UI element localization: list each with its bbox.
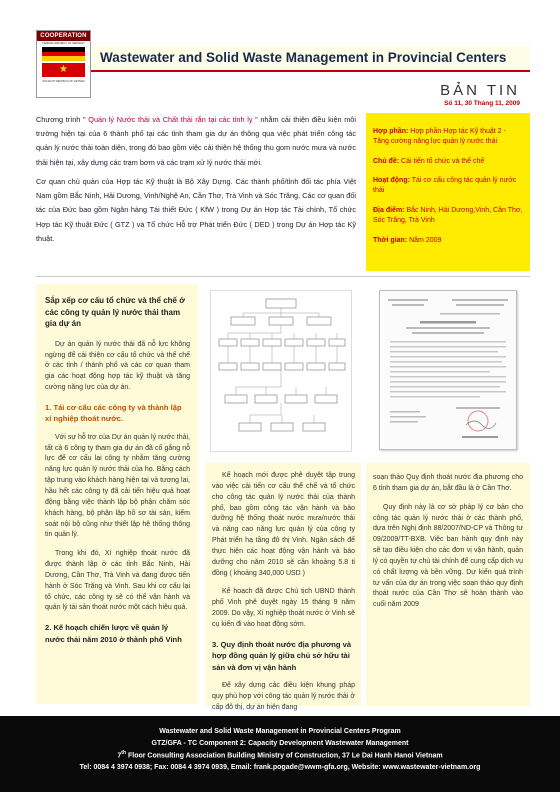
section-heading-1: 1. Tái cơ cấu các công ty và thành lập xí nghiệp thoát nước. (45, 403, 182, 424)
footer-component: GTZ/GFA - TC Component 2: Capacity Development Wastewater Management (151, 739, 409, 747)
footer (0, 716, 560, 792)
section-divider (36, 276, 530, 277)
logo-germany-text: FEDERAL REPUBLIC OF GERMANY (42, 42, 85, 45)
info-component: Hợp phần: Hợp phần Hợp tác Kỹ thuật 2 - Tăng cường năng lực quản lý nước thải (373, 128, 506, 145)
section-heading-2: 2. Kế hoạch chiến lược về quản lý nước thải năm 2010 ở thành phố Vinh (45, 623, 182, 644)
vietnam-flag-icon (42, 63, 85, 77)
article-title: Sắp xếp cơ cấu tổ chức và thể chế ở các công ty quản lý nước thải tham gia dự án (45, 296, 185, 329)
column-3-paragraph-1: soạn thảo Quy định thoát nước địa phương cho 6 tỉnh tham gia dự án, bắt đầu là ở Cần Thơ. (373, 474, 523, 492)
logo-vietnam-text: SOCIALIST REPUBLIC OF VIETNAM (42, 80, 85, 83)
intro-section (36, 113, 356, 251)
article-column-1 (36, 284, 198, 704)
title-underline (91, 70, 530, 72)
footer-program: Wastewater and Solid Waste Management in Provincial Centers Program (159, 728, 401, 735)
regulation-document-image (379, 290, 517, 450)
stamp-icon (468, 411, 488, 431)
article-column-2 (205, 463, 361, 711)
column-2-paragraph-3: Để xây dựng các điều kiện khung pháp quy phù hợp với công tác quản lý nước thải ở cấp đô thị, dự án hiện đang (212, 681, 355, 711)
info-topic: Chủ đề: Cải tiến tổ chức và thể chế (373, 157, 485, 165)
info-activity: Hoạt động: Tái cơ cấu công tác quản lý nước thải (373, 177, 517, 195)
document-graphic (380, 291, 516, 449)
intro-paragraph-2: Cơ quan chủ quản của Hợp tác Kỹ thuật là Bộ Xây Dựng. Các thành phố/tỉnh đối tác phía Việt Nam gồm Bắc Ninh, Hải Dương, Vinh/Nghệ An, Cần Thơ, Trà Vinh và Sóc Trăng. Các cơ quan đối tác của Đức bao gồm Ngân hàng Tái thiết Đức ( KfW ) trong Dự án Hợp tác Tài chính, Tổ chức Hợp tác Kỹ thuật Đức ( GTZ ) và Tổ chức Hỗ trợ Phát triển Đức ( DED ) trong Dự án Hợp tác Kỹ thuật. (36, 176, 356, 243)
section-1-paragraph-1: Với sự hỗ trợ của Dự án quản lý nước thải, tất cả 6 công ty tham gia dự án đã cố gắng nỗ lực để cơ cấu lại công ty nhằm tăng cường năng lực quản lý nước thải của họ. Bằng cách tập trung vào khách hàng hiện tại và tương lai, hầu hết các công ty đã cải tiến hiệu quả hoạt động bằng việc thành lập bộ phận chăm sóc khách hàng, bộ phận lập hồ sơ tài sản, kiểm soát nội bộ cũng như thiết lập hệ thống thông tin quản lý. (45, 433, 190, 539)
column-2-paragraph-2: Kế hoạch đã được Chủ tịch UBND thành phố Vinh phê duyệt ngày 15 tháng 9 năm 2009. Do vậy, Xí nghiệp thoát nước ở Vinh sẽ cụ kiến đi vào hoạt động sớm. (212, 588, 355, 628)
section-heading-3: 3. Quy định thoát nước địa phương và hợp đồng quản lý giữa chủ sở hữu tài sản và đơn vị vận hành (212, 639, 352, 672)
intro-paragraph-1: Chương trình " Quản lý Nước thải và Chất thải rắn tại các tỉnh lỵ " nhằm cải thiện điều kiện môi trường hiện tại của 6 thành phố tại các tỉnh tham gia dự án thông qua việc phát triển công tác quản lý nước thải toàn diện, trong đó bao gồm việc cải thiện hệ thống thu gom nước mưa và nước thải hiện tại, xây dựng các trạm bơm và các trạm xử lý nước thải mới. (36, 115, 356, 167)
logo-cooperation-text: COOPERATION (37, 31, 90, 41)
org-chart-image (210, 290, 352, 452)
section-1-paragraph-2: Trong khi đó, Xí nghiệp thoát nước đã được thành lập ở các tỉnh Bắc Ninh, Hải Dương, Cần Thơ, Trà Vinh và đang được tiến hành ở Sóc Trăng và Vinh. Sau khi cơ cấu lại tổ chức, các công ty sẽ có thể vận hành và quản lý tài sản thoát nước một cách hiệu quả. (45, 550, 190, 612)
info-time: Thời gian: Năm 2009 (373, 236, 442, 244)
newsletter-label: BẢN TIN (440, 82, 520, 99)
article-column-3 (366, 463, 530, 706)
footer-contact: Tel: 0084 4 3974 0938; Fax: 0084 4 3974 0939, Email: frank.pogade@wwm-gfa.org, Website: www.wastewater-vietnam.org (79, 763, 481, 771)
issue-date: Số 11, 30 Tháng 11, 2009 (444, 100, 520, 107)
column-3-paragraph-2: Quy định này là cơ sở pháp lý cơ bản cho công tác quản lý nước thải ở các thành phố, dựa trên Nghị định 88/2007/ND-CP và Thông tư 09/2009/TT-BXB. Việc ban hành quy định này sẽ tạo điều kiện cho các đơn vị vận hành, quản lý có quyền tự chủ tài chính để cung cấp dịch vụ có chất lượng và bền vững. Dự kiến quá trình tư vấn của dự án trong việc soạn thảo quy định thoát nước của Cần Thơ sẽ hoàn thành vào cuối năm 2009 (373, 503, 523, 609)
org-chart-graphic (211, 291, 351, 451)
column-2-paragraph-1: Kế hoạch mới được phê duyệt tập trung vào việc cải tiến cơ cấu thể chế và tổ chức cho công tác quản lý nước thải của thành phố, bao gồm công tác vận hành và bảo dưỡng hệ thống thoát nước mưa/nước thải và năng cao năng lực quản lý của công ty Phát triển hạ tầng đô thị Vinh. Ngân sách để thực hiện các hoạt động vận hành và bảo dưỡng cho năm 2010 sẽ cần khoảng 5.8 tỉ đồng ( khoảng 340,000 USD ) (212, 472, 355, 577)
page-title: Wastewater and Solid Waste Management in Provincial Centers (100, 50, 507, 65)
footer-address: 7th Floor Consulting Association Building Ministry of Construction, 37 Le Dai Hanh Hanoi Vietnam (117, 750, 443, 760)
article-intro: Dự án quản lý nước thải đã nỗ lực không ngừng để cải thiện cơ cấu tổ chức và thể chế ở các tỉnh / thành phố và các cơ quan tham gia các hoạt động hợp tác kỹ thuật và tăng cường năng lực của dự án. (45, 340, 190, 392)
germany-flag-icon (42, 47, 85, 61)
program-name-link[interactable]: Quản lý Nước thải và Chất thải rắn tại các tỉnh lỵ (85, 115, 256, 124)
cooperation-logo (36, 30, 91, 98)
info-box (366, 113, 530, 271)
info-location: Địa điểm: Bắc Ninh, Hải Dương,Vinh, Cần Thơ, Sóc Trăng, Trà Vinh (373, 206, 523, 224)
